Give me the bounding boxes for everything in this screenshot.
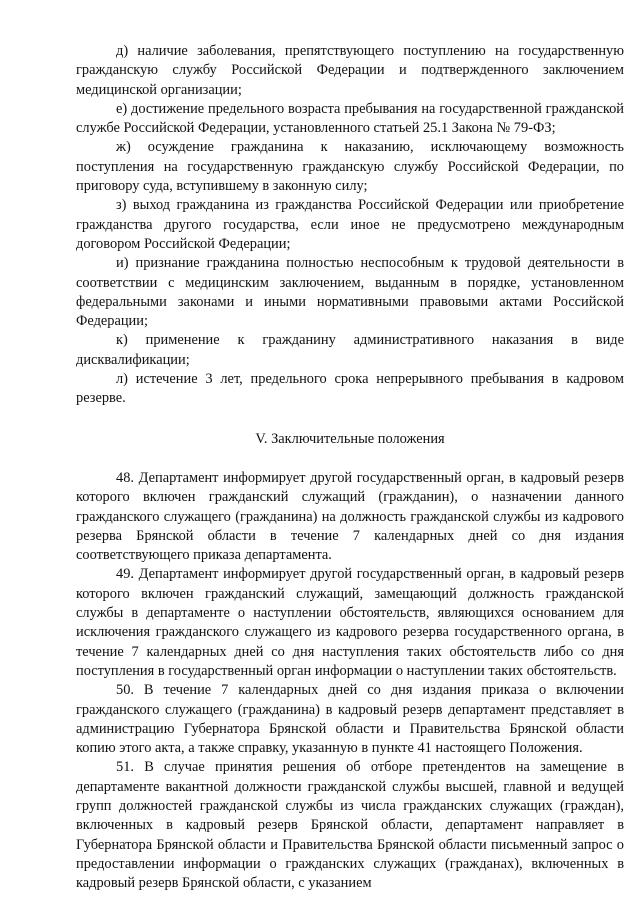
list-item-i: и) признание гражданина полностью неспособным к трудовой деятельности в соответствии с медицинским заключением, выданным в порядке, установленном федеральными законами и иными нормативными правовыми актами Российской Федерации;	[76, 255, 624, 330]
document-body	[76, 42, 624, 893]
list-item-l: л) истечение 3 лет, предельного срока непрерывного пребывания в кадровом резерве.	[76, 371, 624, 407]
list-item-zh: ж) осуждение гражданина к наказанию, исключающему возможность поступления на государственную гражданскую службу Российской Федерации, по приговору суда, вступившему в законную силу;	[76, 139, 624, 195]
list-item-k: к) применение к гражданину административного наказания в виде дисквалификации;	[76, 332, 624, 368]
paragraph-48: 48. Департамент информирует другой государственный орган, в кадровый резерв которого включен гражданский служащий (гражданин), о назначении данного гражданского служащего (гражданина) на должность гражданской службы из кадрового резерва Брянской области в течение 7 календарных дней со дня издания соответствующего приказа департамента.	[76, 469, 624, 564]
list-item-e: е) достижение предельного возраста пребывания на государственной гражданской службе Российской Федерации, установленного статьей 25.1 Закона № 79-ФЗ;	[76, 100, 624, 137]
list-item-z: з) выход гражданина из гражданства Российской Федерации или приобретение гражданства другого государства, если иное не предусмотрено международным договором Российской Федерации;	[76, 197, 624, 252]
paragraph-49: 49. Департамент информирует другой государственный орган, в кадровый резерв которого включен гражданский служащий, замещающий должность гражданской службы в департаменте о наступлении обстоятельств, являющихся основанием для исключения гражданского служащего из кадрового резерва государственного органа, в течение 7 календарных дней со дня наступления таких обстоятельств либо со дня поступления в государственный орган информации о наступлении таких обстоятельств.	[76, 566, 624, 679]
list-item-d: д) наличие заболевания, препятствующего поступлению на государственную гражданскую службу Российской Федерации и подтвержденного заключением медицинской организации;	[76, 43, 624, 98]
paragraph-50: 50. В течение 7 календарных дней со дня издания приказа о включении гражданского служащего (гражданина) в кадровый резерв департамент представляет в администрацию Губернатора Брянской области и Правительства Брянской области копию этого акта, а также справку, указанную в пункте 41 настоящего Положения.	[76, 682, 624, 757]
paragraph-51: 51. В случае принятия решения об отборе претендентов на замещение в департаменте вакантной должности гражданской службы высшей, главной и ведущей групп должностей гражданской службы из числа гражданских служащих (граждан), включенных в кадровый резерв Брянской области, департамент направляет в Губернатора Брянской области и Правительства Брянской области письменный запрос о предоставлении информации о гражданских служащих (гражданах), включенных в кадровый резерв Брянской области, с указанием	[76, 759, 624, 892]
section-heading: V. Заключительные положения	[255, 430, 445, 447]
